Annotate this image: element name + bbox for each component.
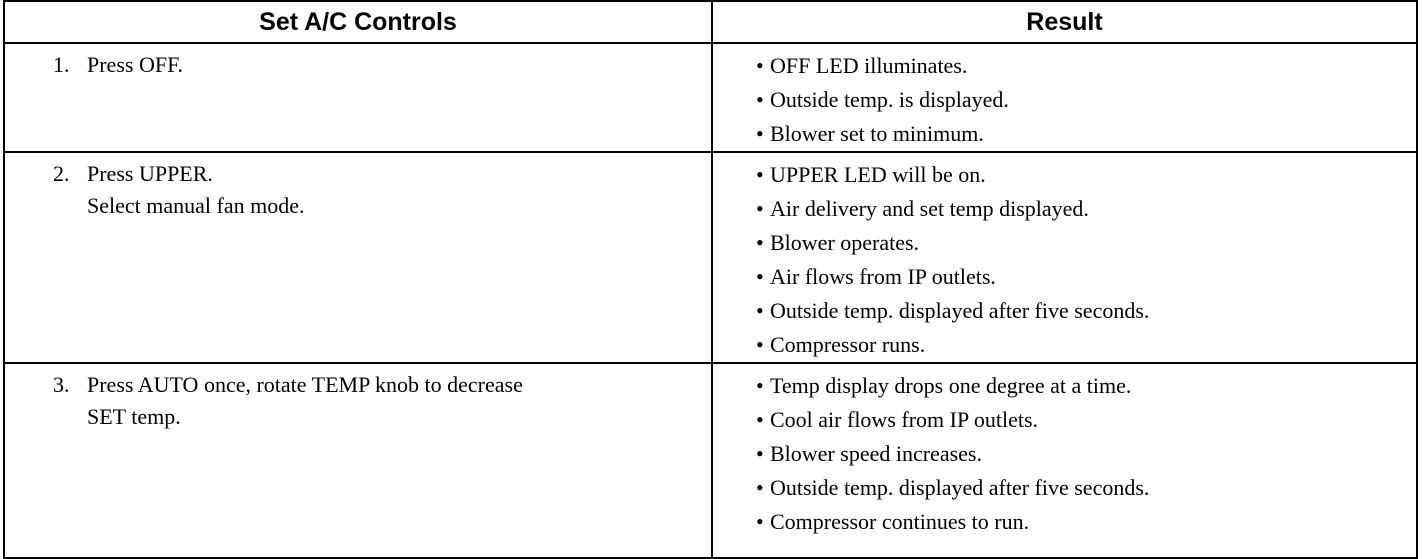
bullet-icon: • bbox=[756, 407, 764, 432]
result-item: • Blower operates. bbox=[756, 226, 1416, 260]
step-instruction: Press OFF. bbox=[87, 52, 184, 77]
result-list bbox=[713, 364, 1416, 539]
control-cell bbox=[4, 43, 712, 152]
bullet-icon: • bbox=[756, 298, 764, 323]
result-item: • Blower speed increases. bbox=[756, 437, 1416, 471]
result-item: • Outside temp. displayed after five seconds. bbox=[756, 294, 1416, 328]
bullet-icon: • bbox=[756, 196, 764, 221]
control-cell bbox=[4, 363, 712, 558]
result-item: • Air delivery and set temp displayed. bbox=[756, 192, 1416, 226]
result-item: • Compressor runs. bbox=[756, 328, 1416, 362]
result-item: • Compressor continues to run. bbox=[756, 505, 1416, 539]
result-item: • Cool air flows from IP outlets. bbox=[756, 403, 1416, 437]
result-cell bbox=[712, 152, 1417, 363]
result-item: • Blower set to minimum. bbox=[756, 117, 1416, 151]
table-row bbox=[4, 43, 1417, 152]
step-number: 2. bbox=[53, 161, 70, 186]
bullet-icon: • bbox=[756, 332, 764, 357]
step-number: 3. bbox=[53, 372, 70, 397]
bullet-icon: • bbox=[756, 121, 764, 146]
bullet-icon: • bbox=[756, 162, 764, 187]
control-cell bbox=[4, 152, 712, 363]
result-cell bbox=[712, 363, 1417, 558]
header-row bbox=[4, 1, 1417, 43]
bullet-icon: • bbox=[756, 230, 764, 255]
table-row bbox=[4, 152, 1417, 363]
bullet-icon: • bbox=[756, 509, 764, 534]
result-list bbox=[713, 44, 1416, 151]
result-item: • Temp display drops one degree at a time. bbox=[756, 369, 1416, 403]
step-number: 1. bbox=[53, 52, 70, 77]
bullet-icon: • bbox=[756, 475, 764, 500]
ac-controls-table bbox=[3, 0, 1418, 559]
result-list bbox=[713, 153, 1416, 362]
result-item: • OFF LED illuminates. bbox=[756, 49, 1416, 83]
result-cell bbox=[712, 43, 1417, 152]
bullet-icon: • bbox=[756, 373, 764, 398]
bullet-icon: • bbox=[756, 441, 764, 466]
step-instruction: Press AUTO once, rotate TEMP knob to decrease SET temp. bbox=[87, 372, 523, 429]
bullet-icon: • bbox=[756, 53, 764, 78]
step-instruction: Press UPPER. Select manual fan mode. bbox=[87, 161, 305, 218]
header-controls: Set A/C Controls bbox=[4, 1, 712, 43]
header-result: Result bbox=[712, 1, 1417, 43]
bullet-icon: • bbox=[756, 264, 764, 289]
result-item: • Air flows from IP outlets. bbox=[756, 260, 1416, 294]
table-row bbox=[4, 363, 1417, 558]
result-item: • UPPER LED will be on. bbox=[756, 158, 1416, 192]
bullet-icon: • bbox=[756, 87, 764, 112]
result-item: • Outside temp. is displayed. bbox=[756, 83, 1416, 117]
result-item: • Outside temp. displayed after five seconds. bbox=[756, 471, 1416, 505]
